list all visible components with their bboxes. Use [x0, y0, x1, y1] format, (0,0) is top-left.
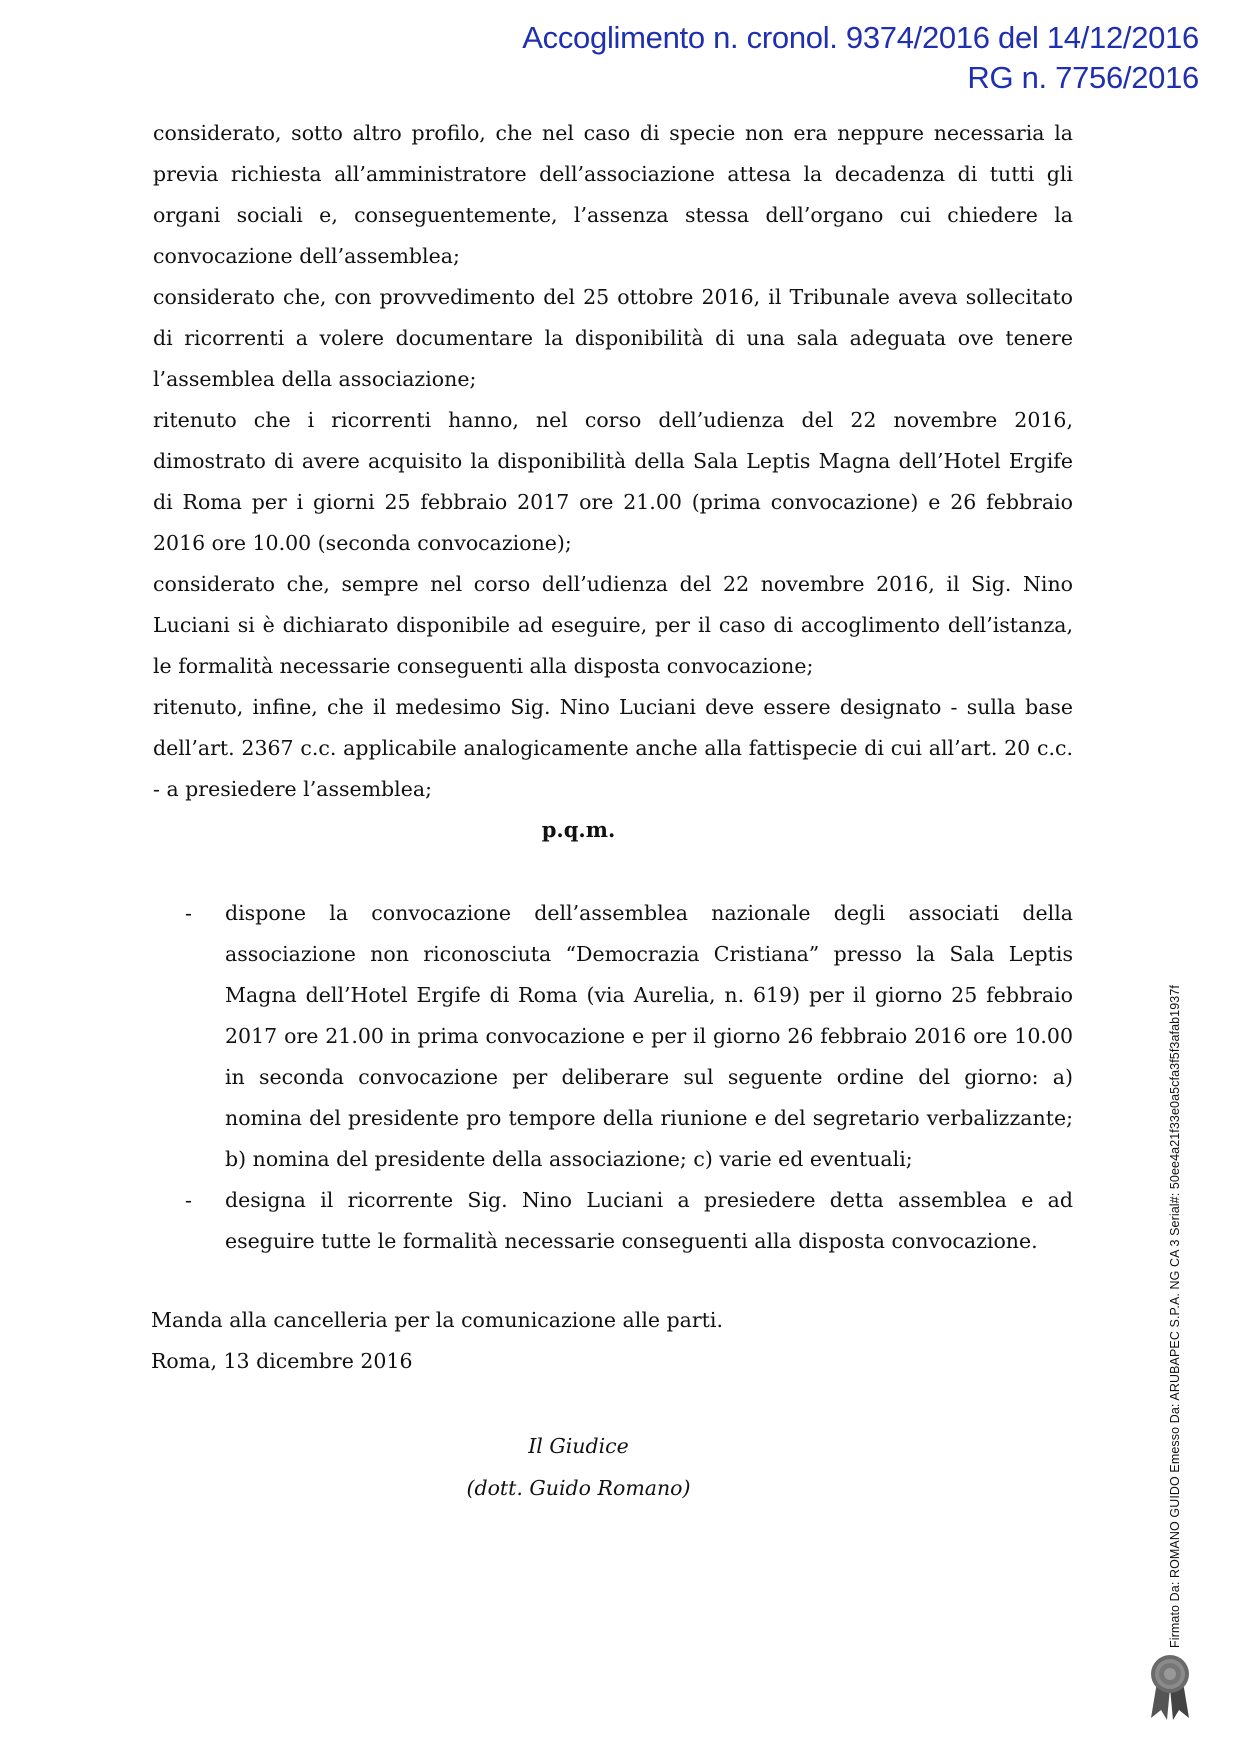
- registry-stamp-line2: RG n. 7756/2016: [967, 60, 1199, 95]
- closing-instruction: Manda alla cancelleria per la comunicazione alle parti.: [151, 1308, 723, 1332]
- closing-block: [151, 1300, 723, 1382]
- bullet-dash: -: [185, 901, 192, 925]
- dispositivo-item-text: dispone la convocazione dell’assemblea nazionale degli associati della associazione non riconosciuta “Democrazia Cristiana” presso la Sala Leptis Magna dell’Hotel Ergife di Roma (via Aurelia, n. 619) per il giorno 25 febbraio 2017 ore 21.00 in prima convocazione e per il giorno 26 febbraio 2016 ore 10.00 in seconda convocazione per deliberare sul seguente ordine del giorno: a) nomina del presidente pro tempore della riunione e del segretario verbalizzante; b) nomina del presidente della associazione; c) varie ed eventuali;: [225, 901, 1073, 1171]
- ribbon-seal-icon: [1145, 1652, 1195, 1722]
- judge-signature: [0, 1425, 1237, 1509]
- place-date: Roma, 13 dicembre 2016: [151, 1349, 413, 1373]
- bullet-dash: -: [185, 1188, 192, 1212]
- pqm-heading: [0, 815, 1237, 845]
- judge-title: Il Giudice: [528, 1434, 629, 1458]
- dispositivo-item: [185, 893, 1073, 1180]
- judge-name: (dott. Guido Romano): [466, 1476, 691, 1500]
- recital-paragraph: considerato che, sempre nel corso dell’udienza del 22 novembre 2016, il Sig. Nino Luciani si è dichiarato disponibile ad eseguire, per il caso di accoglimento dell’istanza, le formalità necessarie conseguenti alla disposta convocazione;: [153, 572, 1073, 678]
- dispositivo-item: [185, 1180, 1073, 1262]
- pqm-heading-text: p.q.m.: [541, 817, 616, 842]
- registry-stamp-line1: Accoglimento n. cronol. 9374/2016 del 14/12/2016: [522, 20, 1199, 55]
- registry-stamp: [522, 18, 1199, 98]
- recitals-body: [153, 113, 1073, 810]
- digital-signature-note: Firmato Da: ROMANO GUIDO Emesso Da: ARUBAPEC S.P.A. NG CA 3 Serial#: 50ee4a21f33e0a5cfa3f5f3afab1937f: [1168, 985, 1182, 1648]
- dispositivo-item-text: designa il ricorrente Sig. Nino Luciani a presiedere detta assemblea e ad eseguire tutte le formalità necessarie conseguenti alla disposta convocazione.: [225, 1188, 1073, 1253]
- recital-paragraph: ritenuto che i ricorrenti hanno, nel corso dell’udienza del 22 novembre 2016, dimostrato di avere acquisito la disponibilità della Sala Leptis Magna dell’Hotel Ergife di Roma per i giorni 25 febbraio 2017 ore 21.00 (prima convocazione) e 26 febbraio 2016 ore 10.00 (seconda convocazione);: [153, 408, 1073, 555]
- recital-paragraph: ritenuto, infine, che il medesimo Sig. Nino Luciani deve essere designato - sulla base dell’art. 2367 c.c. applicabile analogicamente anche alla fattispecie di cui all’art. 20 c.c. - a presiedere l’assemblea;: [153, 695, 1073, 801]
- recital-paragraph: considerato, sotto altro profilo, che nel caso di specie non era neppure necessaria la previa richiesta all’amministratore dell’associazione attesa la decadenza di tutti gli organi sociali e, conseguentemente, l’assenza stessa dell’organo cui chiedere la convocazione dell’assemblea;: [153, 121, 1073, 268]
- dispositivo-list: [185, 893, 1073, 1262]
- recital-paragraph: considerato che, con provvedimento del 25 ottobre 2016, il Tribunale aveva sollecitato di ricorrenti a volere documentare la disponibilità di una sala adeguata ove tenere l’assemblea della associazione;: [153, 285, 1073, 391]
